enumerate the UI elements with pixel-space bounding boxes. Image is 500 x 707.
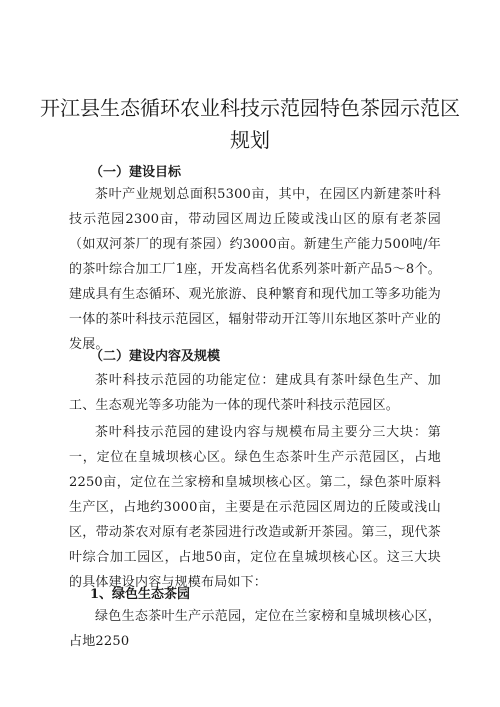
paragraph-goals: 茶叶产业规划总面积5300亩，其中，在园区内新建茶叶科技示范园2300亩，带动园区周边丘陵或浅山区的原有老茶园（如双河茶厂的现有茶园）约3000亩。新建生产能力500吨/年的茶叶综合加工厂1座，开发高档名优系列茶叶新产品5～8个。建成具有生态循环、观光旅游、良种繁育和现代加工等多功能为一体的茶叶科技示范园区，辐射带动开江等川东地区茶叶产业的发展。 [69,187,441,352]
section-heading-green-tea-garden: 1、绿色生态茶园 [90,587,191,602]
paragraph-function-positioning: 茶叶科技示范园的功能定位：建成具有茶叶绿色生产、加工、生态观光等多功能为一体的现代茶叶科技示范园区。 [69,373,441,413]
paragraph-layout: 茶叶科技示范园的建设内容与规模布局主要分三大块：第一，定位在皇城坝核心区。绿色生态茶叶生产示范园区，占地2250亩，定位在兰家榜和皇城坝核心区。第二，绿色茶叶原料生产区，占地约3000亩，主要是在示范园区周边的丘陵或浅山区，带动茶农对原有老茶园进行改造或新开茶园。第三，现代茶叶综合加工园区，占地50亩，定位在皇城坝核心区。这三大块的具体建设内容与规模布局如下： [69,425,441,590]
section-heading-goals: （一）建设目标 [90,165,182,180]
document-title: 开江县生态循环农业科技示范园特色茶园示范区规划 [40,96,460,152]
section-heading-content-scale: （二）建设内容及规模 [90,349,221,364]
paragraph-green-tea-garden: 绿色生态茶叶生产示范园，定位在兰家榜和皇城坝核心区，占地2250 [69,609,441,649]
